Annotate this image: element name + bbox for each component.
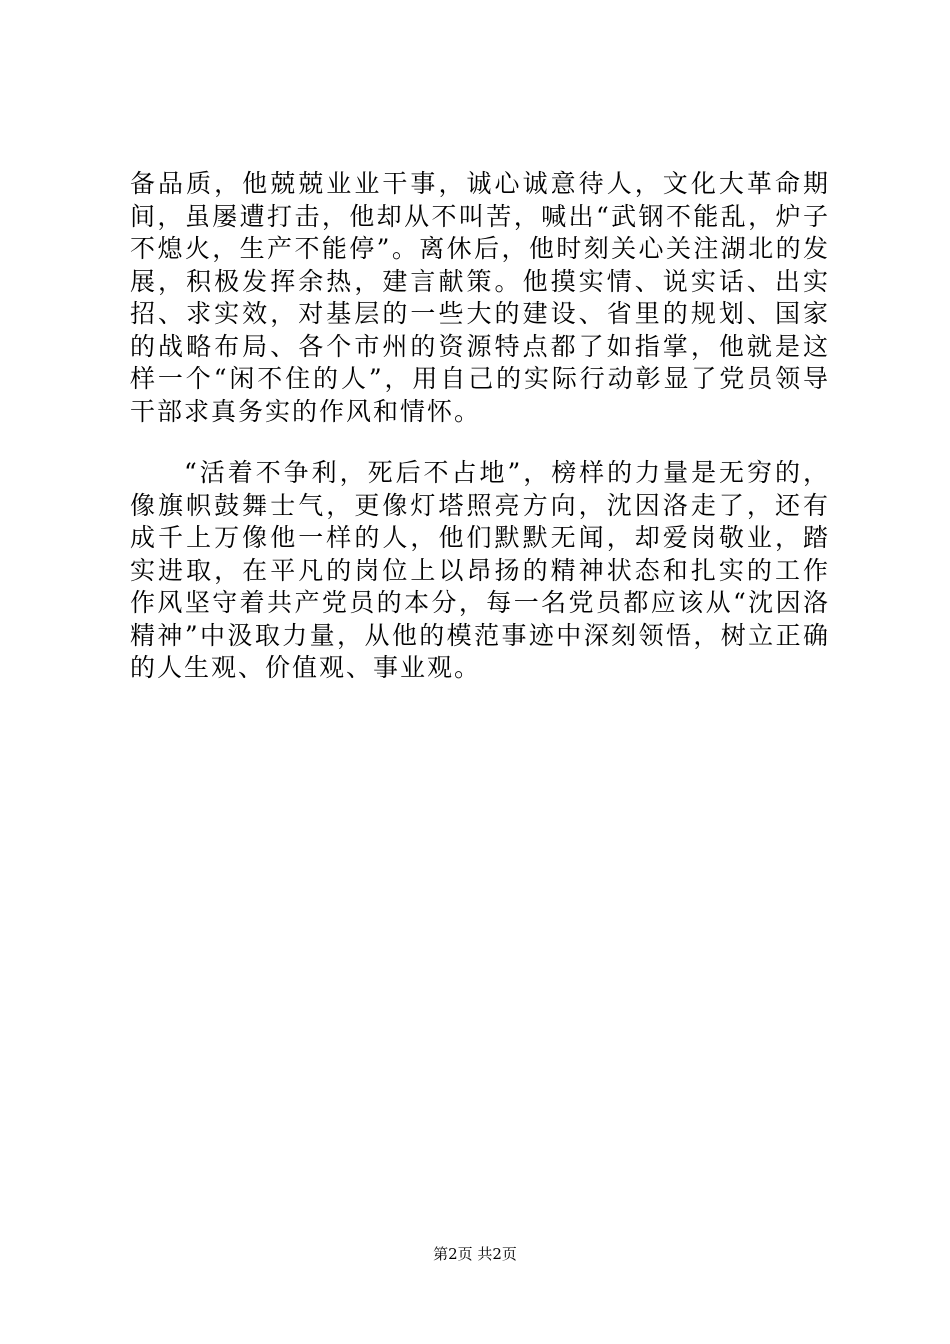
document-body (130, 168, 830, 685)
paragraph: “活着不争利，死后不占地”，榜样的力量是无穷的，像旗帜鼓舞士气，更像灯塔照亮方向，沈因洛走了，还有成千上万像他一样的人，他们默默无闻，却爱岗敬业，踏实进取，在平凡的岗位上以昂扬的精神状态和扎实的工作作风坚守着共产党员的本分，每一名党员都应该从“沈因洛精神”中汲取力量，从他的模范事迹中深刻领悟，树立正确的人生观、价值观、事业观。 (130, 458, 830, 682)
page-number: 第2页 共2页 (433, 1245, 517, 1263)
page-footer (0, 1244, 950, 1264)
paragraph-continued: 备品质，他兢兢业业干事，诚心诚意待人，文化大革命期间，虽屡遭打击，他却从不叫苦，喊出“武钢不能乱，炉子不熄火，生产不能停”。离休后，他时刻关心关注湖北的发展，积极发挥余热，建言献策。他摸实情、说实话、出实招、求实效，对基层的一些大的建设、省里的规划、国家的战略布局、各个市州的资源特点都了如指掌，他就是这样一个“闲不住的人”，用自己的实际行动彰显了党员领导干部求真务实的作风和情怀。 (130, 169, 830, 426)
